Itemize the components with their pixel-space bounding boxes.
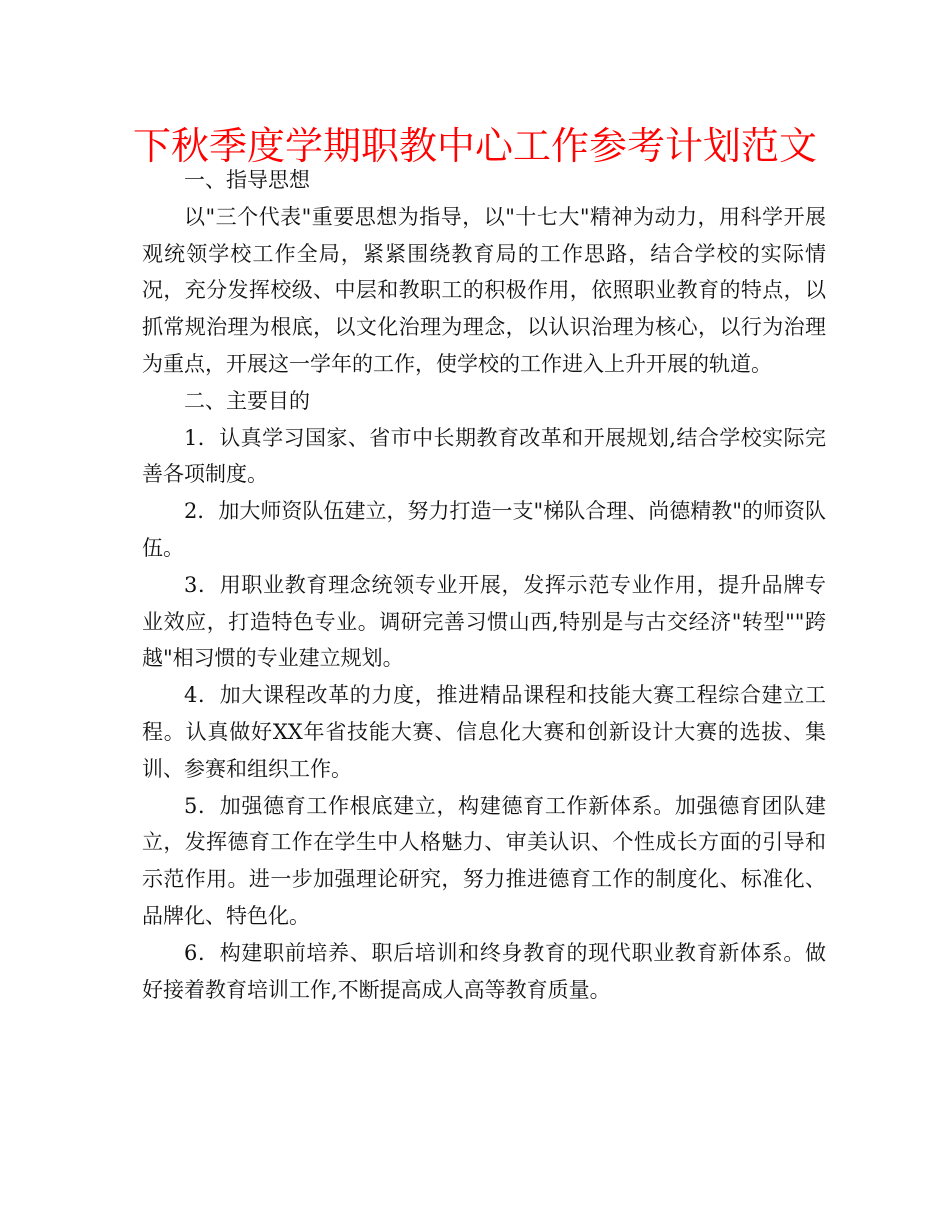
section-heading-guiding-ideology: 一、指导思想 — [184, 168, 310, 192]
goal-item-5: 5．加强德育工作根底建立，构建德育工作新体系。加强德育团队建立，发挥德育工作在学生中人格魅力、审美认识、个性成长方面的引导和示范作用。进一步加强理论研究，努力推进德育工作的制度化、标准化、品牌化、特色化。 — [142, 793, 826, 928]
goal-item-2: 2．加大师资队伍建立，努力打造一支"梯队合理、尚德精教"的师资队伍。 — [142, 499, 826, 560]
goal-item-3: 3．用职业教育理念统领专业开展，发挥示范专业作用，提升品牌专业效应，打造特色专业。调研完善习惯山西,特别是与古交经济"转型""跨越"相习惯的专业建立规划。 — [142, 572, 826, 671]
page-title: 下秋季度学期职教中心工作参考计划范文 — [132, 124, 817, 168]
paragraph-guiding-ideology: 以"三个代表"重要思想为指导，以"十七大"精神为动力，用科学开展观统领学校工作全局，紧紧围绕教育局的工作思路，结合学校的实际情况，充分发挥校级、中层和教职工的积极作用，依照职业教育的特点，以抓常规治理为根底，以文化治理为理念，以认识治理为核心，以行为治理为重点，开展这一学年的工作，使学校的工作进入上升开展的轨道。 — [142, 204, 826, 376]
goal-item-1: 1．认真学习国家、省市中长期教育改革和开展规划,结合学校实际完善各项制度。 — [142, 425, 826, 487]
document-body — [142, 162, 826, 1008]
section-heading-main-goals: 二、主要目的 — [184, 388, 310, 413]
goal-item-6: 6．构建职前培养、职后培训和终身教育的现代职业教育新体系。做好接着教育培训工作,不断提高成人高等教育质量。 — [142, 940, 826, 1002]
goal-item-4: 4．加大课程改革的力度，推进精品课程和技能大赛工程综合建立工程。认真做好XX年省技能大赛、信息化大赛和创新设计大赛的选拔、集训、参赛和组织工作。 — [142, 683, 826, 781]
